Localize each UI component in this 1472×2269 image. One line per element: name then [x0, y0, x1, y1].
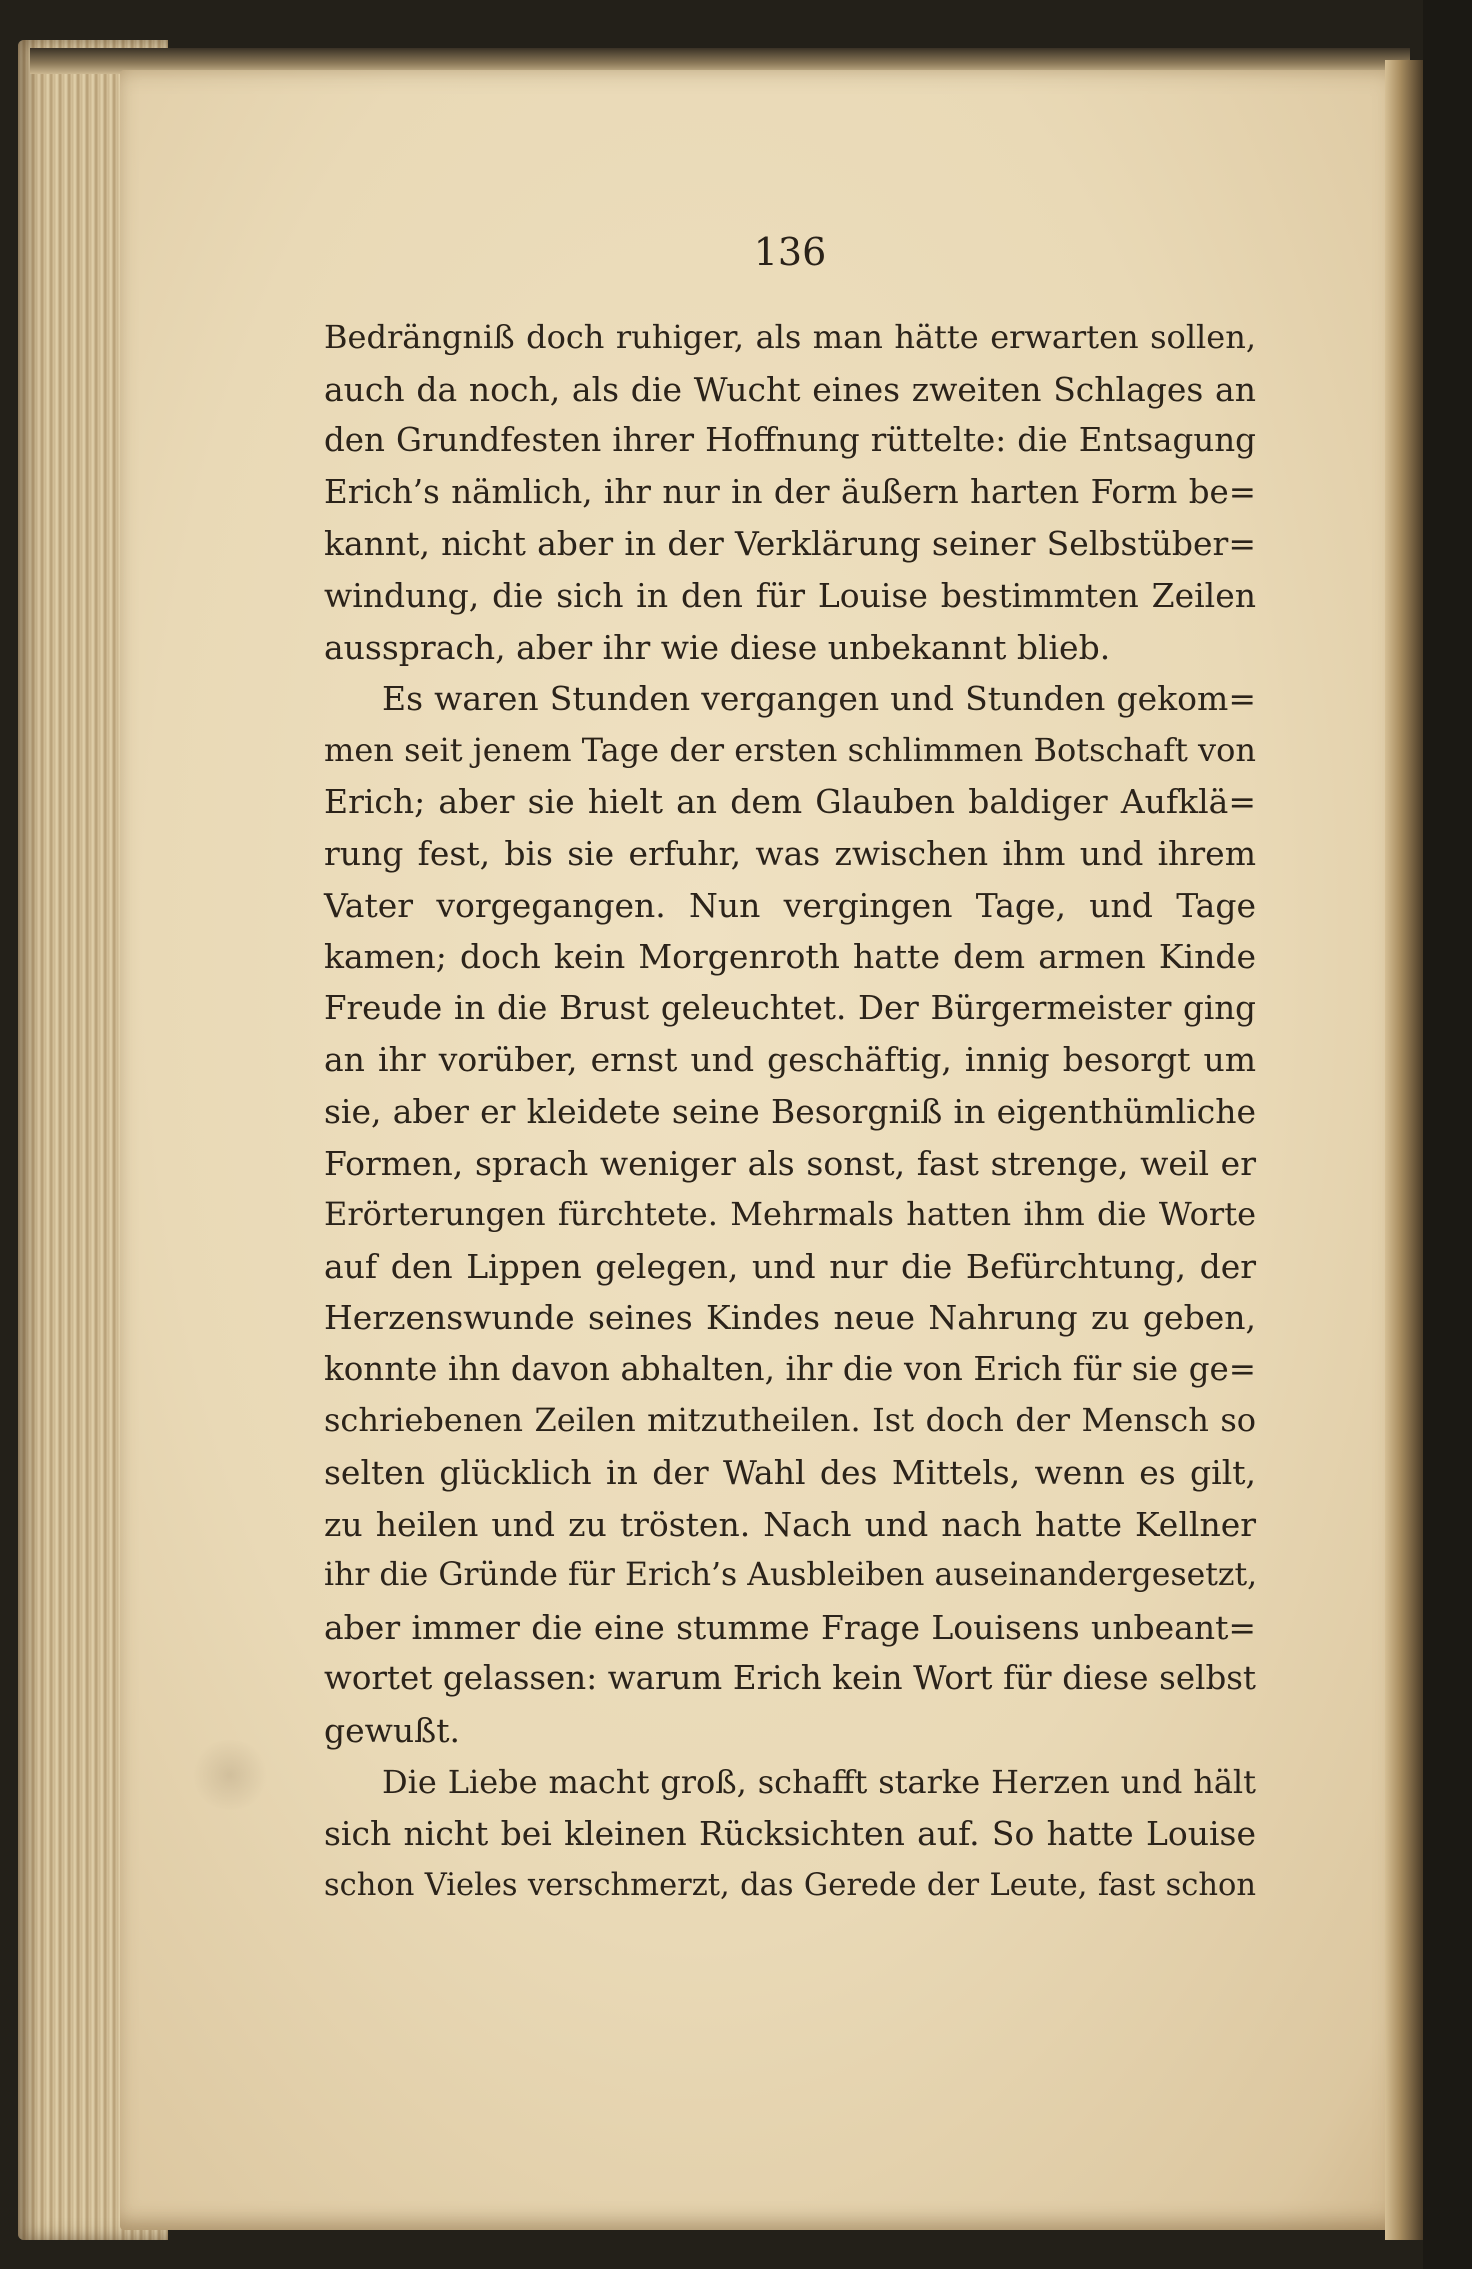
paper-stain: [190, 1740, 270, 1810]
text-line: auf den Lippen gelegen, und nur die Befürchtung, der: [324, 1246, 1256, 1286]
text-line: kannt, nicht aber in der Verklärung seiner Selbstüber=: [324, 524, 1256, 564]
text-line: Erich’s nämlich, ihr nur in der äußern harten Form be=: [324, 472, 1256, 511]
text-line: aber immer die eine stumme Frage Louisens unbeant=: [324, 1607, 1256, 1647]
text-line: den Grundfesten ihrer Hoffnung rüttelte: die Entsagung: [324, 421, 1256, 460]
text-line: Freude in die Brust geleuchtet. Der Bürgermeister ging: [324, 988, 1256, 1027]
text-line: Erörterungen fürchtete. Mehrmals hatten ihm die Worte: [324, 1195, 1256, 1234]
text-line: zu heilen und zu trösten. Nach und nach hatte Kellner: [324, 1504, 1256, 1544]
text-line: rung fest, bis sie erfuhr, was zwischen ihm und ihrem: [324, 833, 1256, 873]
text-line: Bedrängniß doch ruhiger, als man hätte erwarten sollen,: [324, 318, 1256, 356]
text-line: konnte ihn davon abhalten, ihr die von Erich für sie ge=: [324, 1349, 1256, 1388]
text-line: aussprach, aber ihr wie diese unbekannt blieb.: [324, 627, 1111, 667]
text-line: Formen, sprach weniger als sonst, fast strenge, weil er: [324, 1143, 1256, 1183]
text-line: sie, aber er kleidete seine Besorgniß in eigenthümliche: [324, 1091, 1256, 1131]
text-line: men seit jenem Tage der ersten schlimmen Botschaft von: [324, 730, 1256, 769]
text-line: sich nicht bei kleinen Rücksichten auf. So hatte Louise: [324, 1814, 1256, 1854]
text-line: schriebenen Zeilen mitzutheilen. Ist doch der Mensch so: [324, 1401, 1256, 1440]
text-line: Die Liebe macht groß, schafft starke Herzen und hält: [382, 1762, 1256, 1801]
text-line: Erich; aber sie hielt an dem Glauben baldiger Aufklä=: [324, 782, 1256, 822]
text-line: kamen; doch kein Morgenroth hatte dem armen Kinde: [324, 937, 1256, 977]
text-line: Es waren Stunden vergangen und Stunden gekom=: [382, 679, 1256, 719]
text-line: selten glücklich in der Wahl des Mittels, wenn es gilt,: [324, 1453, 1256, 1493]
scan-right-border: [1423, 0, 1472, 2269]
text-line: ihr die Gründe für Erich’s Ausbleiben auseinandergesetzt,: [324, 1557, 1258, 1594]
body-text: [324, 312, 1256, 1911]
text-line: Vater vorgegangen. Nun vergingen Tage, und Tage: [324, 885, 1256, 925]
text-line: auch da noch, als die Wucht eines zweiten Schlages an: [324, 369, 1256, 409]
text-line: windung, die sich in den für Louise bestimmten Zeilen: [324, 575, 1256, 615]
text-line: wortet gelassen: warum Erich kein Wort für diese selbst: [324, 1659, 1256, 1698]
text-line: gewußt.: [324, 1711, 460, 1751]
text-line: schon Vieles verschmerzt, das Gerede der Leute, fast schon: [324, 1867, 1256, 1903]
page-number: 136: [753, 230, 827, 274]
text-line: an ihr vorüber, ernst und geschäftig, innig besorgt um: [324, 1040, 1256, 1080]
text-line: Herzenswunde seines Kindes neue Nahrung zu geben,: [324, 1298, 1256, 1338]
book-gutter: [1385, 60, 1423, 2240]
